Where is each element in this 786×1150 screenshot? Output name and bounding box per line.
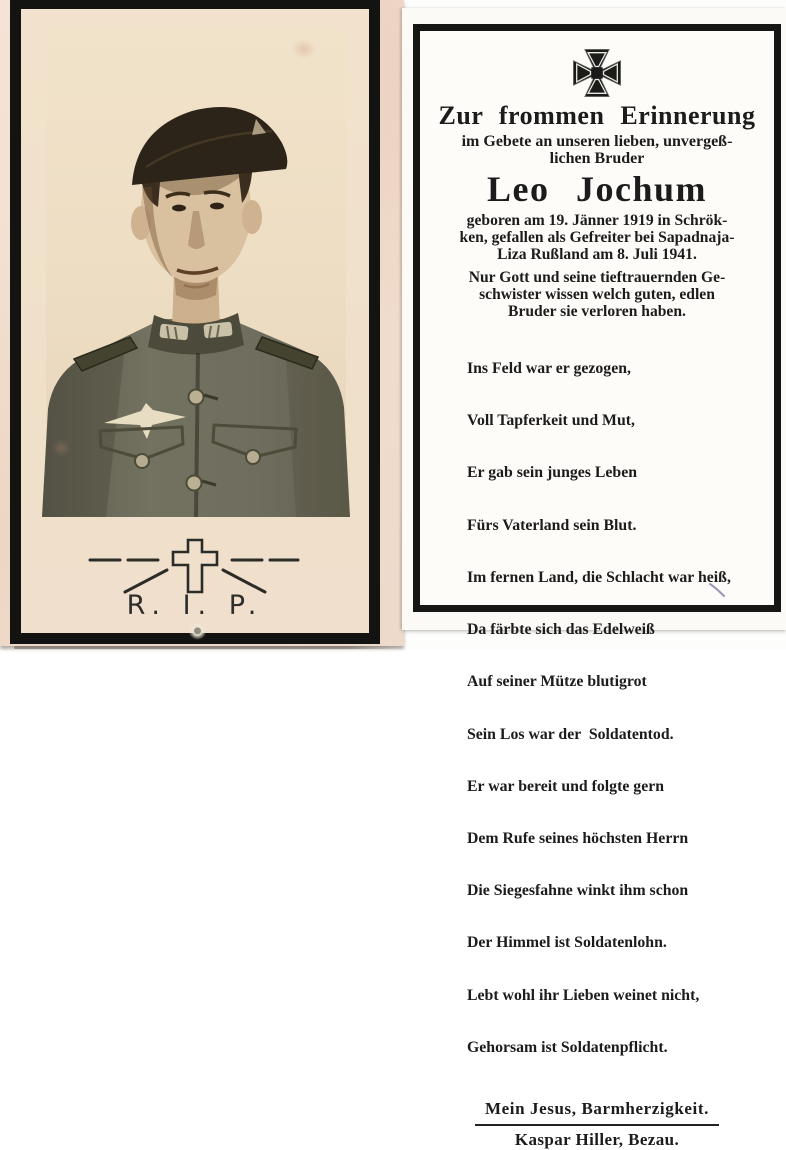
iron-cross-icon <box>570 47 624 99</box>
memorial-title: Zur frommen Erinnerung <box>438 101 756 130</box>
mourning-text <box>432 269 762 321</box>
poem-line: Er gab sein junges Leben <box>467 464 637 482</box>
publisher-line: Kaspar Hiller, Bezau. <box>514 1130 680 1150</box>
deceased-name: Leo Jochum <box>487 169 707 209</box>
rip-text: R. I. P. <box>126 590 264 621</box>
memorial-poem <box>432 325 762 1091</box>
vita-line: geboren am 19. Jänner 1919 in Schrök- <box>466 212 728 229</box>
intro-text <box>432 134 762 167</box>
poem-line: Die Siegesfahne winkt ihm schon <box>467 882 689 900</box>
pencil-mark <box>708 582 728 598</box>
memorial-card-frame <box>413 24 781 1150</box>
damage-spot <box>189 621 206 643</box>
poem-line: Der Himmel ist Soldatenlohn. <box>467 934 667 952</box>
poem-line: Im fernen Land, die Schlacht war heiß, <box>467 568 731 586</box>
soldier-photo <box>46 27 346 517</box>
poem-line: Da färbte sich das Edelweiß <box>467 621 655 639</box>
poem-line: Gehorsam ist Soldatenpflicht. <box>467 1038 668 1056</box>
mourning-line: Nur Gott und seine tieftrauernden Ge- <box>468 268 726 286</box>
mourning-line: schwister wissen welch guten, edlen <box>479 285 715 303</box>
poem-line: Sein Los war der Soldatentod. <box>467 725 674 743</box>
memorial-card <box>402 8 786 1150</box>
soldier-portrait-illustration <box>46 27 346 517</box>
card-shadow <box>14 646 406 649</box>
vita-text <box>432 212 762 264</box>
divider-rule <box>475 1124 719 1126</box>
poem-line: Fürs Vaterland sein Blut. <box>467 516 637 534</box>
poem-line: Lebt wohl ihr Lieben weinet nicht, <box>467 986 700 1004</box>
intro-line: im Gebete an unseren lieben, unvergeß- <box>461 133 733 150</box>
photo-card <box>0 0 404 646</box>
mourning-line: Bruder sie verloren haben. <box>508 303 686 321</box>
poem-line: Er war bereit und folgte gern <box>467 777 665 795</box>
poem-line: Ins Feld war er gezogen, <box>467 360 631 378</box>
poem-line: Auf seiner Mütze blutigrot <box>467 673 647 691</box>
vita-line: ken, gefallen als Gefreiter bei Sapadnaja- <box>459 229 735 247</box>
poem-line: Voll Tapferkeit und Mut, <box>467 412 635 430</box>
vita-line: Liza Rußland am 8. Juli 1941. <box>497 246 697 264</box>
intro-line: lichen Bruder <box>549 149 645 167</box>
poem-line: Dem Rufe seines höchsten Herrn <box>467 830 689 847</box>
closing-prayer: Mein Jesus, Barmherzigkeit. <box>485 1099 709 1119</box>
